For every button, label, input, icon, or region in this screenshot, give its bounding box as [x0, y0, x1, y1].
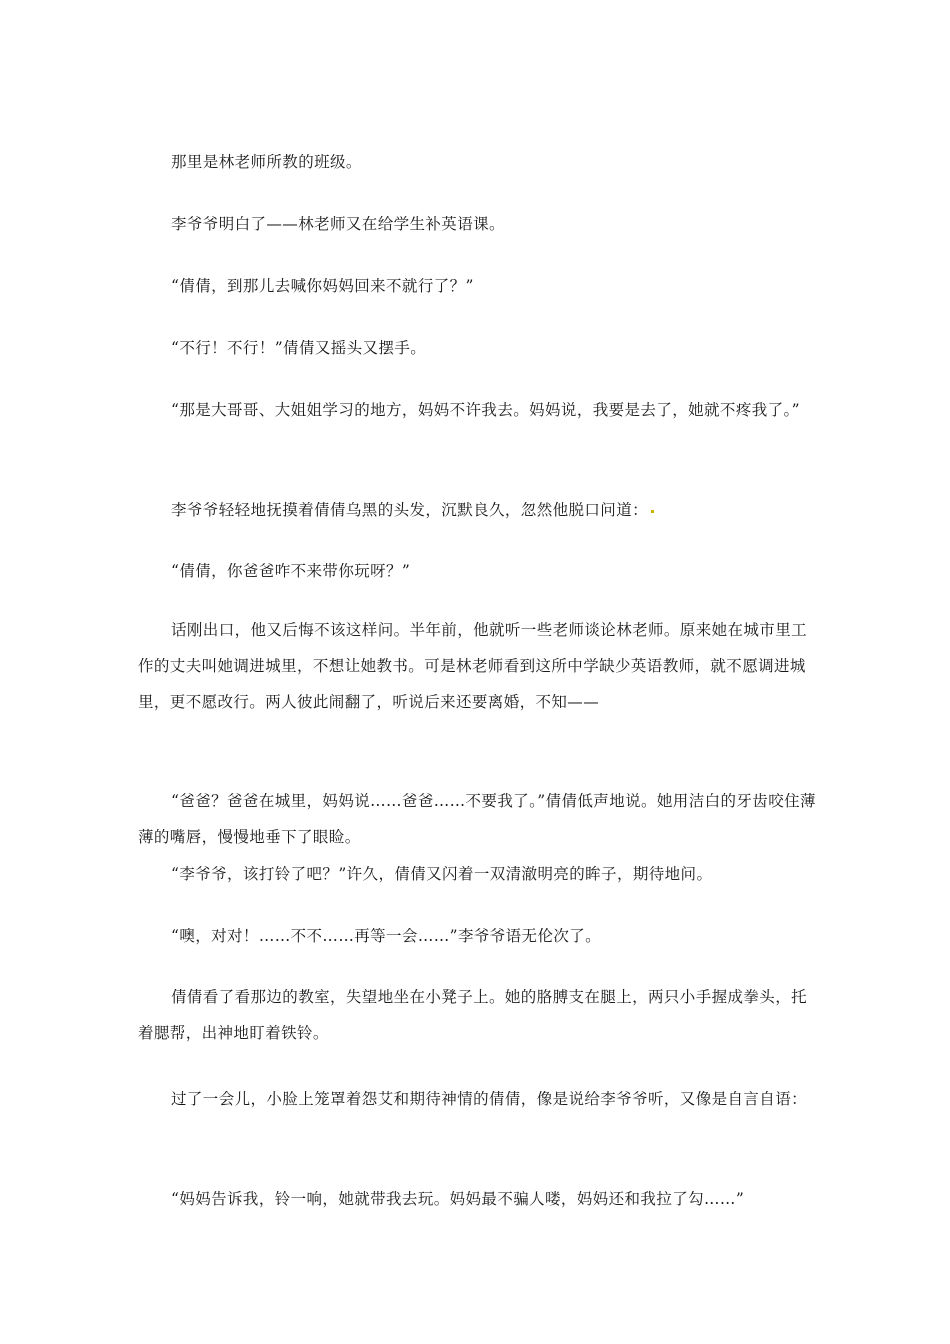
paragraph: “妈妈告诉我，铃一响，她就带我去玩。妈妈最不骗人喽，妈妈还和我拉了勾……” [171, 1190, 745, 1208]
paragraph: 李爷爷明白了——林老师又在给学生补英语课。 [171, 215, 505, 233]
paragraph: “不行！不行！”倩倩又摇头又摆手。 [171, 339, 427, 357]
paragraph: “倩倩，到那儿去喊你妈妈回来不就行了？” [171, 277, 474, 295]
paragraph-text: 李爷爷轻轻地抚摸着倩倩乌黑的头发，沉默良久，忽然他脱口问道： [171, 501, 649, 519]
paragraph: 过了一会儿，小脸上笼罩着怨艾和期待神情的倩倩，像是说给李爷爷听，又像是自言自语： [171, 1090, 808, 1108]
paragraph: 话刚出口，他又后悔不该这样问。半年前，他就听一些老师谈论林老师。原来她在城市里工作的丈夫叫她调进城里，不想让她教书。可是林老师看到这所中学缺少英语教师，就不愿调进城里，更不愿改行。两人彼此闹翻了，听说后来还要离婚，不知—— [138, 621, 808, 711]
paragraph: “噢，对对！……不不……再等一会……”李爷爷语无伦次了。 [171, 927, 602, 945]
paragraph: “那是大哥哥、大姐姐学习的地方，妈妈不许我去。妈妈说，我要是去了，她就不疼我了。” [171, 401, 801, 419]
paragraph: “李爷爷，该打铃了吧？”许久，倩倩又闪着一双清澈明亮的眸子，期待地问。 [171, 865, 713, 883]
paragraph: 倩倩看了看那边的教室，失望地坐在小凳子上。她的胳膊支在腿上，两只小手握成拳头，托着腮帮，出神地盯着铁铃。 [138, 988, 808, 1042]
paragraph: 那里是林老师所教的班级。 [171, 153, 362, 171]
paragraph-with-mark [138, 496, 822, 524]
paragraph: “倩倩，你爸爸咋不来带你玩呀？” [171, 562, 411, 580]
paragraph: “爸爸？爸爸在城里，妈妈说……爸爸……不要我了。”倩倩低声地说。她用洁白的牙齿咬住薄薄的嘴唇，慢慢地垂下了眼睑。 [138, 792, 816, 846]
highlight-mark [651, 510, 654, 513]
